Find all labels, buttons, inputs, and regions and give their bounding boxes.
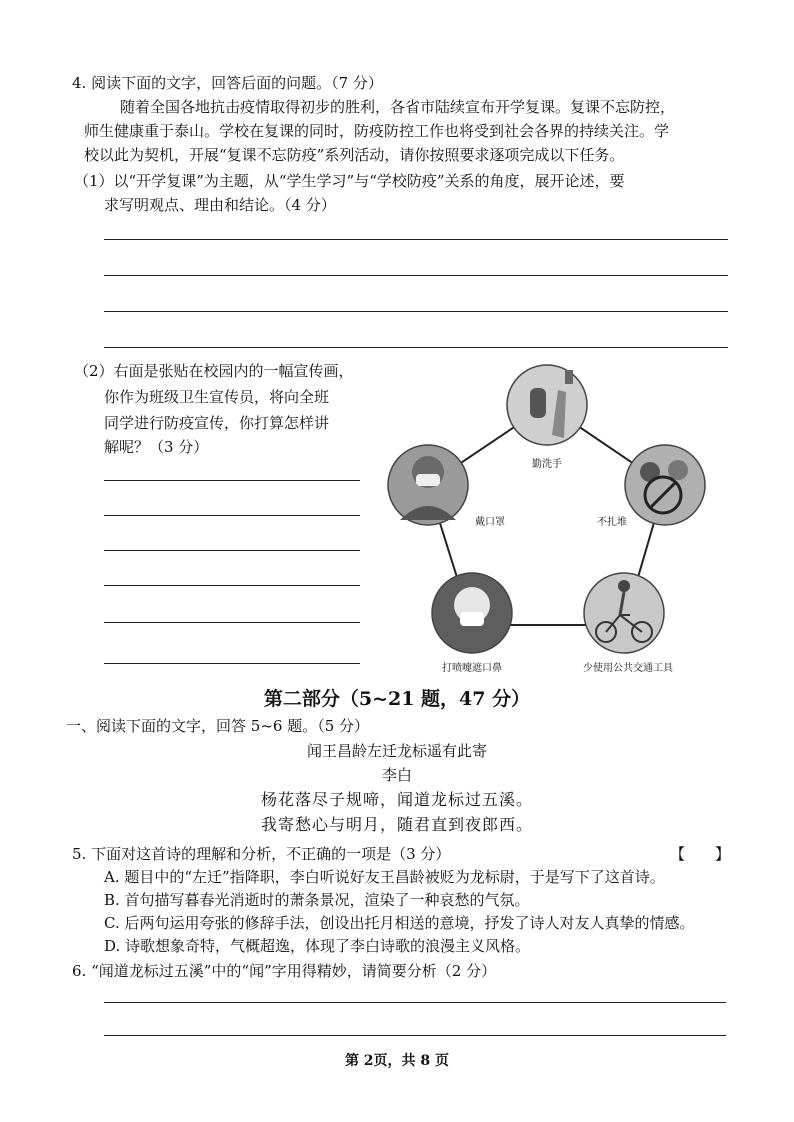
answer-line[interactable] bbox=[104, 622, 360, 623]
mask-illustration bbox=[388, 445, 468, 525]
q4-sub2-line-4: 解呢？（3 分） bbox=[104, 438, 209, 456]
poem-author: 李白 bbox=[381, 766, 412, 784]
epidemic-prevention-poster bbox=[380, 360, 725, 680]
part2-title: 第二部分（5~21 题，47 分） bbox=[263, 688, 531, 710]
answer-line[interactable] bbox=[104, 275, 728, 276]
poster-label-transit: 少使用公共交通工具 bbox=[583, 663, 673, 674]
answer-bracket[interactable]: 【 】 bbox=[670, 845, 731, 863]
q4-sub2-line-2: 你作为班级卫生宣传员，将向全班 bbox=[104, 388, 330, 406]
no-crowd-illustration bbox=[625, 445, 705, 525]
sneeze-cover-illustration bbox=[432, 573, 512, 653]
answer-line[interactable] bbox=[104, 515, 360, 516]
q6-stem: 6. “闻道龙标过五溪”中的“闻”字用得精妙，请简要分析（2 分） bbox=[72, 962, 497, 980]
q4-sub2-line-3: 同学进行防疫宣传，你打算怎样讲 bbox=[104, 414, 330, 432]
poem-line-1: 杨花落尽子规啼，闻道龙标过五溪。 bbox=[260, 790, 533, 809]
answer-line[interactable] bbox=[104, 1035, 726, 1036]
poem-title: 闻王昌龄左迁龙标遥有此寄 bbox=[306, 742, 487, 760]
page-footer: 第 2页，共 8 页 bbox=[344, 1053, 450, 1069]
answer-line[interactable] bbox=[104, 1002, 726, 1003]
poem-line-2: 我寄愁心与明月，随君直到夜郎西。 bbox=[260, 815, 533, 834]
part2-intro: 一、阅读下面的文字，回答 5~6 题。（5 分） bbox=[66, 717, 370, 735]
q5-option-b: B. 首句描写暮春光消逝时的萧条景况，渲染了一种哀愁的气氛。 bbox=[104, 891, 530, 909]
q4-sub1-line-2: 求写明观点、理由和结论。（4 分） bbox=[104, 196, 336, 214]
answer-line[interactable] bbox=[104, 585, 360, 586]
q5-option-d: D. 诗歌想象奇特，气概超逸，体现了李白诗歌的浪漫主义风格。 bbox=[104, 937, 531, 955]
answer-line[interactable] bbox=[104, 239, 728, 240]
q4-header: 4. 阅读下面的文字，回答后面的问题。（7 分） bbox=[72, 74, 383, 92]
q4-sub2-line-1: （2）右面是张贴在校园内的一幅宣传画， bbox=[74, 362, 354, 380]
answer-line[interactable] bbox=[104, 663, 360, 664]
answer-line[interactable] bbox=[104, 347, 728, 348]
q4-paragraph-line-1: 随着全国各地抗击疫情取得初步的胜利，各省市陆续宣布开学复课。复课不忘防控， bbox=[120, 98, 676, 116]
q5-stem: 5. 下面对这首诗的理解和分析，不正确的一项是（3 分） bbox=[72, 845, 451, 863]
q4-sub1-line-1: （1）以“开学复课”为主题，从“学生学习”与“学校防疫”关系的角度，展开论述，要 bbox=[74, 172, 625, 190]
wash-hands-illustration bbox=[507, 365, 587, 445]
q5-option-c: C. 后两句运用夸张的修辞手法，创设出托月相送的意境，抒发了诗人对友人真挚的情感。 bbox=[104, 914, 695, 932]
q5-option-a: A. 题目中的“左迁”指降职，李白听说好友王昌龄被贬为龙标尉，于是写下了这首诗。 bbox=[104, 868, 665, 886]
poster-label-crowd: 不扎堆 bbox=[597, 517, 627, 528]
bicycle-illustration bbox=[584, 573, 664, 653]
poster-label-mask: 戴口罩 bbox=[475, 517, 505, 528]
poster-label-sneeze: 打喷嚏遮口鼻 bbox=[442, 663, 502, 674]
q4-paragraph-line-2: 师生健康重于泰山。学校在复课的同时，防疫防控工作也将受到社会各界的持续关注。学 bbox=[84, 122, 670, 140]
answer-line[interactable] bbox=[104, 311, 728, 312]
q4-paragraph-line-3: 校以此为契机，开展“复课不忘防疫”系列活动，请你按照要求逐项完成以下任务。 bbox=[84, 146, 625, 164]
answer-line[interactable] bbox=[104, 480, 360, 481]
poster-label-wash: 勤洗手 bbox=[532, 459, 562, 470]
answer-line[interactable] bbox=[104, 550, 360, 551]
